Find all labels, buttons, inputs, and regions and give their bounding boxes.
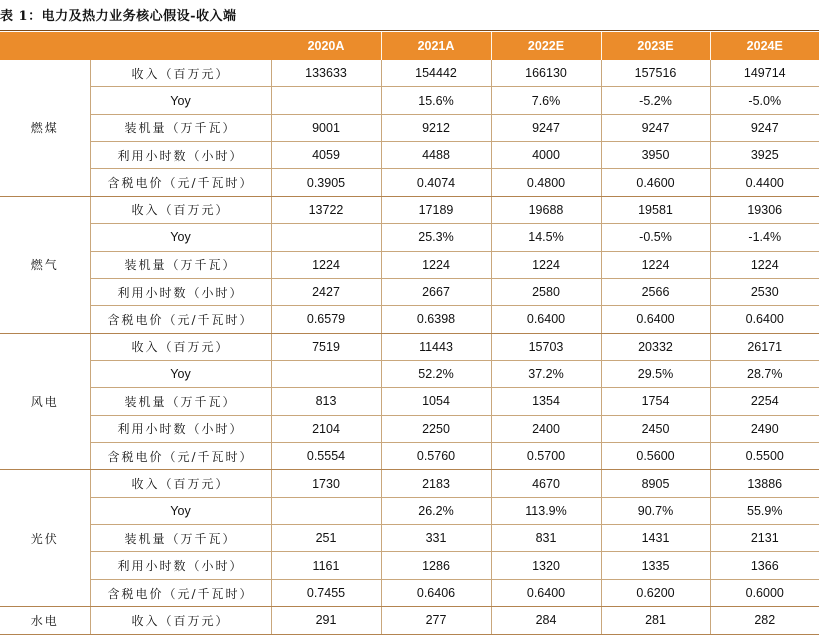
value-cell <box>271 497 381 524</box>
value-cell: 149714 <box>710 60 819 87</box>
value-cell: 1320 <box>491 552 601 579</box>
value-cell: 2530 <box>710 278 819 305</box>
value-cell: -5.0% <box>710 87 819 114</box>
value-cell: 157516 <box>601 60 710 87</box>
value-cell: 251 <box>271 525 381 552</box>
table-row <box>0 142 819 169</box>
value-cell <box>271 224 381 251</box>
metric-label: 含税电价（元/千瓦时） <box>90 579 271 606</box>
value-cell: 9001 <box>271 114 381 141</box>
value-cell: 9247 <box>491 114 601 141</box>
value-cell: 37.2% <box>491 360 601 387</box>
table-row <box>0 251 819 278</box>
value-cell: 8905 <box>601 470 710 497</box>
value-cell: 1161 <box>271 552 381 579</box>
value-cell: 13886 <box>710 470 819 497</box>
table-row <box>0 579 819 606</box>
value-cell: 1224 <box>491 251 601 278</box>
value-cell: 2450 <box>601 415 710 442</box>
value-cell: 7.6% <box>491 87 601 114</box>
value-cell: 0.3905 <box>271 169 381 196</box>
metric-label: 利用小时数（小时） <box>90 415 271 442</box>
value-cell: 52.2% <box>381 360 491 387</box>
value-cell: 0.6400 <box>491 579 601 606</box>
value-cell: 2400 <box>491 415 601 442</box>
value-cell: 4488 <box>381 142 491 169</box>
metric-label: 收入（百万元） <box>90 333 271 360</box>
value-cell: -5.2% <box>601 87 710 114</box>
category-label: 燃气 <box>0 196 90 333</box>
value-cell: 282 <box>710 607 819 634</box>
value-cell: 284 <box>491 607 601 634</box>
value-cell: 4670 <box>491 470 601 497</box>
value-cell: 1335 <box>601 552 710 579</box>
value-cell: -1.4% <box>710 224 819 251</box>
metric-label: 利用小时数（小时） <box>90 552 271 579</box>
value-cell: 1354 <box>491 388 601 415</box>
value-cell: 291 <box>271 607 381 634</box>
category-label: 燃煤 <box>0 60 90 196</box>
value-cell: 0.6400 <box>710 306 819 333</box>
metric-label: 装机量（万千瓦） <box>90 388 271 415</box>
table-row <box>0 196 819 223</box>
metric-label: Yoy <box>90 360 271 387</box>
value-cell: 2250 <box>381 415 491 442</box>
value-cell: 2490 <box>710 415 819 442</box>
metric-label: 收入（百万元） <box>90 607 271 634</box>
value-cell: 0.4800 <box>491 169 601 196</box>
value-cell: 9212 <box>381 114 491 141</box>
value-cell: 0.6579 <box>271 306 381 333</box>
value-cell: 2427 <box>271 278 381 305</box>
value-cell: 813 <box>271 388 381 415</box>
value-cell: 113.9% <box>491 497 601 524</box>
metric-label: 装机量（万千瓦） <box>90 114 271 141</box>
value-cell: 20332 <box>601 333 710 360</box>
table-row <box>0 415 819 442</box>
value-cell: 0.6200 <box>601 579 710 606</box>
table-row <box>0 525 819 552</box>
value-cell: 7519 <box>271 333 381 360</box>
table-row <box>0 470 819 497</box>
value-cell: 15703 <box>491 333 601 360</box>
value-cell: 0.6400 <box>601 306 710 333</box>
metric-label: Yoy <box>90 87 271 114</box>
metric-label: Yoy <box>90 497 271 524</box>
value-cell: 1054 <box>381 388 491 415</box>
header-blank <box>0 32 90 60</box>
value-cell: 2104 <box>271 415 381 442</box>
table-row <box>0 114 819 141</box>
value-cell: 0.4074 <box>381 169 491 196</box>
value-cell: 15.6% <box>381 87 491 114</box>
value-cell: 26171 <box>710 333 819 360</box>
table-row <box>0 552 819 579</box>
value-cell: 0.6398 <box>381 306 491 333</box>
value-cell: 0.5600 <box>601 443 710 470</box>
table-row <box>0 360 819 387</box>
value-cell: 2566 <box>601 278 710 305</box>
table-row <box>0 333 819 360</box>
value-cell: 4059 <box>271 142 381 169</box>
value-cell: 166130 <box>491 60 601 87</box>
assumption-table <box>0 32 819 635</box>
value-cell: 154442 <box>381 60 491 87</box>
value-cell: 0.5500 <box>710 443 819 470</box>
value-cell: 331 <box>381 525 491 552</box>
value-cell: 277 <box>381 607 491 634</box>
category-label: 光伏 <box>0 470 90 607</box>
value-cell: 55.9% <box>710 497 819 524</box>
year-header: 2020A <box>271 32 381 60</box>
value-cell: 1366 <box>710 552 819 579</box>
value-cell: 9247 <box>601 114 710 141</box>
value-cell: 9247 <box>710 114 819 141</box>
table-row <box>0 497 819 524</box>
header-row <box>0 32 819 60</box>
table-row <box>0 306 819 333</box>
metric-label: 含税电价（元/千瓦时） <box>90 443 271 470</box>
value-cell: 90.7% <box>601 497 710 524</box>
metric-label: 利用小时数（小时） <box>90 278 271 305</box>
value-cell: 1286 <box>381 552 491 579</box>
value-cell: 2580 <box>491 278 601 305</box>
header-blank <box>90 32 271 60</box>
value-cell <box>271 87 381 114</box>
table-row <box>0 60 819 87</box>
title-rule <box>0 30 819 31</box>
value-cell: 3950 <box>601 142 710 169</box>
table-row <box>0 388 819 415</box>
value-cell: 28.7% <box>710 360 819 387</box>
table-row <box>0 278 819 305</box>
value-cell: 281 <box>601 607 710 634</box>
year-header: 2022E <box>491 32 601 60</box>
value-cell: 1224 <box>271 251 381 278</box>
value-cell: 2183 <box>381 470 491 497</box>
value-cell: 0.5700 <box>491 443 601 470</box>
value-cell: 19306 <box>710 196 819 223</box>
value-cell: 26.2% <box>381 497 491 524</box>
metric-label: 装机量（万千瓦） <box>90 251 271 278</box>
value-cell: 0.5554 <box>271 443 381 470</box>
value-cell: 2131 <box>710 525 819 552</box>
value-cell: 25.3% <box>381 224 491 251</box>
value-cell: 1224 <box>381 251 491 278</box>
value-cell: 0.4600 <box>601 169 710 196</box>
table-row <box>0 169 819 196</box>
value-cell: 831 <box>491 525 601 552</box>
category-label: 风电 <box>0 333 90 470</box>
value-cell: 0.4400 <box>710 169 819 196</box>
value-cell: 0.7455 <box>271 579 381 606</box>
value-cell: 1224 <box>601 251 710 278</box>
value-cell: 29.5% <box>601 360 710 387</box>
table-row <box>0 607 819 634</box>
year-header: 2023E <box>601 32 710 60</box>
year-header: 2024E <box>710 32 819 60</box>
value-cell: 17189 <box>381 196 491 223</box>
value-cell: 19688 <box>491 196 601 223</box>
metric-label: 收入（百万元） <box>90 470 271 497</box>
value-cell: 3925 <box>710 142 819 169</box>
value-cell: 0.6000 <box>710 579 819 606</box>
metric-label: 利用小时数（小时） <box>90 142 271 169</box>
table-row <box>0 224 819 251</box>
value-cell: 19581 <box>601 196 710 223</box>
value-cell: 4000 <box>491 142 601 169</box>
value-cell: 0.6400 <box>491 306 601 333</box>
metric-label: 含税电价（元/千瓦时） <box>90 306 271 333</box>
value-cell: 2254 <box>710 388 819 415</box>
value-cell: 11443 <box>381 333 491 360</box>
value-cell: 1730 <box>271 470 381 497</box>
metric-label: 收入（百万元） <box>90 60 271 87</box>
value-cell: 0.6406 <box>381 579 491 606</box>
value-cell: 1754 <box>601 388 710 415</box>
value-cell <box>271 360 381 387</box>
value-cell: 133633 <box>271 60 381 87</box>
value-cell: -0.5% <box>601 224 710 251</box>
table-row <box>0 87 819 114</box>
category-label: 水电 <box>0 607 90 634</box>
year-header: 2021A <box>381 32 491 60</box>
value-cell: 13722 <box>271 196 381 223</box>
metric-label: Yoy <box>90 224 271 251</box>
metric-label: 装机量（万千瓦） <box>90 525 271 552</box>
value-cell: 1224 <box>710 251 819 278</box>
metric-label: 含税电价（元/千瓦时） <box>90 169 271 196</box>
value-cell: 2667 <box>381 278 491 305</box>
table-row <box>0 443 819 470</box>
metric-label: 收入（百万元） <box>90 196 271 223</box>
table-title: 表 1：电力及热力业务核心假设-收入端 <box>0 9 237 24</box>
value-cell: 0.5760 <box>381 443 491 470</box>
value-cell: 14.5% <box>491 224 601 251</box>
value-cell: 1431 <box>601 525 710 552</box>
